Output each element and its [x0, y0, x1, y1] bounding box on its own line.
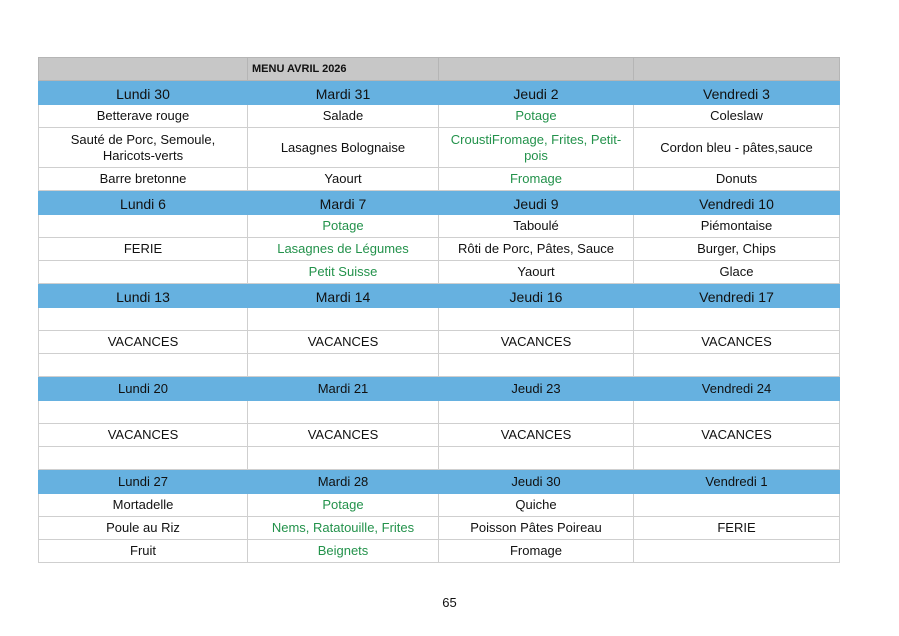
menu-item-row — [39, 494, 840, 517]
menu-item-cell — [634, 540, 840, 563]
menu-item-cell: Lasagnes Bolognaise — [248, 128, 439, 168]
menu-item-cell — [39, 401, 248, 424]
menu-item-cell: Taboulé — [439, 215, 634, 238]
day-header-cell: Vendredi 1 — [634, 470, 840, 494]
menu-item-cell: Fromage — [439, 168, 634, 191]
menu-item-row — [39, 331, 840, 354]
menu-item-cell: VACANCES — [439, 331, 634, 354]
menu-item-cell: Betterave rouge — [39, 105, 248, 128]
day-header-cell: Vendredi 17 — [634, 284, 840, 308]
day-header-cell: Lundi 20 — [39, 377, 248, 401]
menu-item-row — [39, 308, 840, 331]
menu-item-cell: Petit Suisse — [248, 261, 439, 284]
menu-item-cell: VACANCES — [634, 424, 840, 447]
menu-item-cell — [39, 261, 248, 284]
title-blank-cell — [39, 58, 248, 81]
title-blank-cell — [439, 58, 634, 81]
menu-item-cell: Poisson Pâtes Poireau — [439, 517, 634, 540]
day-header-cell: Mardi 7 — [248, 191, 439, 215]
day-header-cell: Lundi 6 — [39, 191, 248, 215]
menu-item-row — [39, 354, 840, 377]
menu-item-cell — [39, 215, 248, 238]
menu-table — [38, 57, 840, 563]
menu-item-cell: Piémontaise — [634, 215, 840, 238]
day-header-cell: Lundi 13 — [39, 284, 248, 308]
menu-item-row — [39, 238, 840, 261]
day-header-cell: Vendredi 10 — [634, 191, 840, 215]
menu-item-cell: VACANCES — [248, 331, 439, 354]
menu-item-cell: VACANCES — [634, 331, 840, 354]
menu-item-cell: Mortadelle — [39, 494, 248, 517]
menu-item-cell — [634, 401, 840, 424]
menu-item-row — [39, 168, 840, 191]
menu-item-cell: Burger, Chips — [634, 238, 840, 261]
day-header-cell: Mardi 14 — [248, 284, 439, 308]
menu-item-row — [39, 517, 840, 540]
day-header-cell: Vendredi 24 — [634, 377, 840, 401]
menu-item-cell: Potage — [439, 105, 634, 128]
menu-item-cell — [439, 354, 634, 377]
menu-item-row — [39, 447, 840, 470]
week-header-row — [39, 81, 840, 105]
title-row — [39, 58, 840, 81]
menu-item-row — [39, 215, 840, 238]
menu-item-cell: Yaourt — [439, 261, 634, 284]
day-header-cell: Jeudi 9 — [439, 191, 634, 215]
menu-item-row — [39, 540, 840, 563]
menu-item-cell: Fruit — [39, 540, 248, 563]
menu-item-row — [39, 261, 840, 284]
menu-item-cell — [248, 308, 439, 331]
menu-item-cell: Rôti de Porc, Pâtes, Sauce — [439, 238, 634, 261]
day-header-cell: Mardi 21 — [248, 377, 439, 401]
day-header-cell: Jeudi 30 — [439, 470, 634, 494]
menu-item-cell — [634, 447, 840, 470]
menu-item-cell: Quiche — [439, 494, 634, 517]
day-header-cell: Jeudi 16 — [439, 284, 634, 308]
day-header-cell: Lundi 30 — [39, 81, 248, 105]
menu-item-row — [39, 128, 840, 168]
menu-title: MENU AVRIL 2026 — [248, 58, 439, 81]
day-header-cell: Lundi 27 — [39, 470, 248, 494]
menu-item-cell: Sauté de Porc, Semoule, Haricots-verts — [39, 128, 248, 168]
menu-item-cell: Yaourt — [248, 168, 439, 191]
menu-item-row — [39, 401, 840, 424]
menu-item-cell: VACANCES — [248, 424, 439, 447]
menu-item-cell: Nems, Ratatouille, Frites — [248, 517, 439, 540]
menu-item-cell — [634, 308, 840, 331]
menu-item-cell: Poule au Riz — [39, 517, 248, 540]
menu-item-cell: FERIE — [634, 517, 840, 540]
menu-item-cell — [248, 354, 439, 377]
title-blank-cell — [634, 58, 840, 81]
week-header-row — [39, 191, 840, 215]
day-header-cell: Mardi 31 — [248, 81, 439, 105]
menu-item-cell: Salade — [248, 105, 439, 128]
day-header-cell: Jeudi 23 — [439, 377, 634, 401]
menu-item-cell: Lasagnes de Légumes — [248, 238, 439, 261]
day-header-cell: Vendredi 3 — [634, 81, 840, 105]
menu-item-cell: VACANCES — [39, 331, 248, 354]
menu-item-cell: VACANCES — [439, 424, 634, 447]
week-header-row — [39, 377, 840, 401]
day-header-cell: Jeudi 2 — [439, 81, 634, 105]
menu-item-cell — [39, 308, 248, 331]
menu-item-cell — [634, 354, 840, 377]
menu-item-cell: Fromage — [439, 540, 634, 563]
menu-item-cell: Donuts — [634, 168, 840, 191]
day-header-cell: Mardi 28 — [248, 470, 439, 494]
menu-item-cell: Potage — [248, 494, 439, 517]
menu-item-cell: Glace — [634, 261, 840, 284]
menu-item-cell — [39, 354, 248, 377]
menu-item-cell — [248, 401, 439, 424]
menu-item-cell: Coleslaw — [634, 105, 840, 128]
menu-item-cell — [439, 401, 634, 424]
week-header-row — [39, 284, 840, 308]
menu-table-body — [39, 58, 840, 563]
week-header-row — [39, 470, 840, 494]
menu-item-cell: VACANCES — [39, 424, 248, 447]
menu-item-row — [39, 105, 840, 128]
menu-item-cell: FERIE — [39, 238, 248, 261]
menu-item-cell — [439, 447, 634, 470]
menu-item-cell — [39, 447, 248, 470]
menu-item-cell: Cordon bleu - pâtes,sauce — [634, 128, 840, 168]
menu-item-cell: Potage — [248, 215, 439, 238]
page-number: 65 — [442, 595, 457, 610]
menu-item-cell — [248, 447, 439, 470]
menu-item-cell — [439, 308, 634, 331]
menu-item-row — [39, 424, 840, 447]
menu-item-cell: Beignets — [248, 540, 439, 563]
menu-item-cell: CroustiFromage, Frites, Petit-pois — [439, 128, 634, 168]
menu-item-cell: Barre bretonne — [39, 168, 248, 191]
menu-item-cell — [634, 494, 840, 517]
